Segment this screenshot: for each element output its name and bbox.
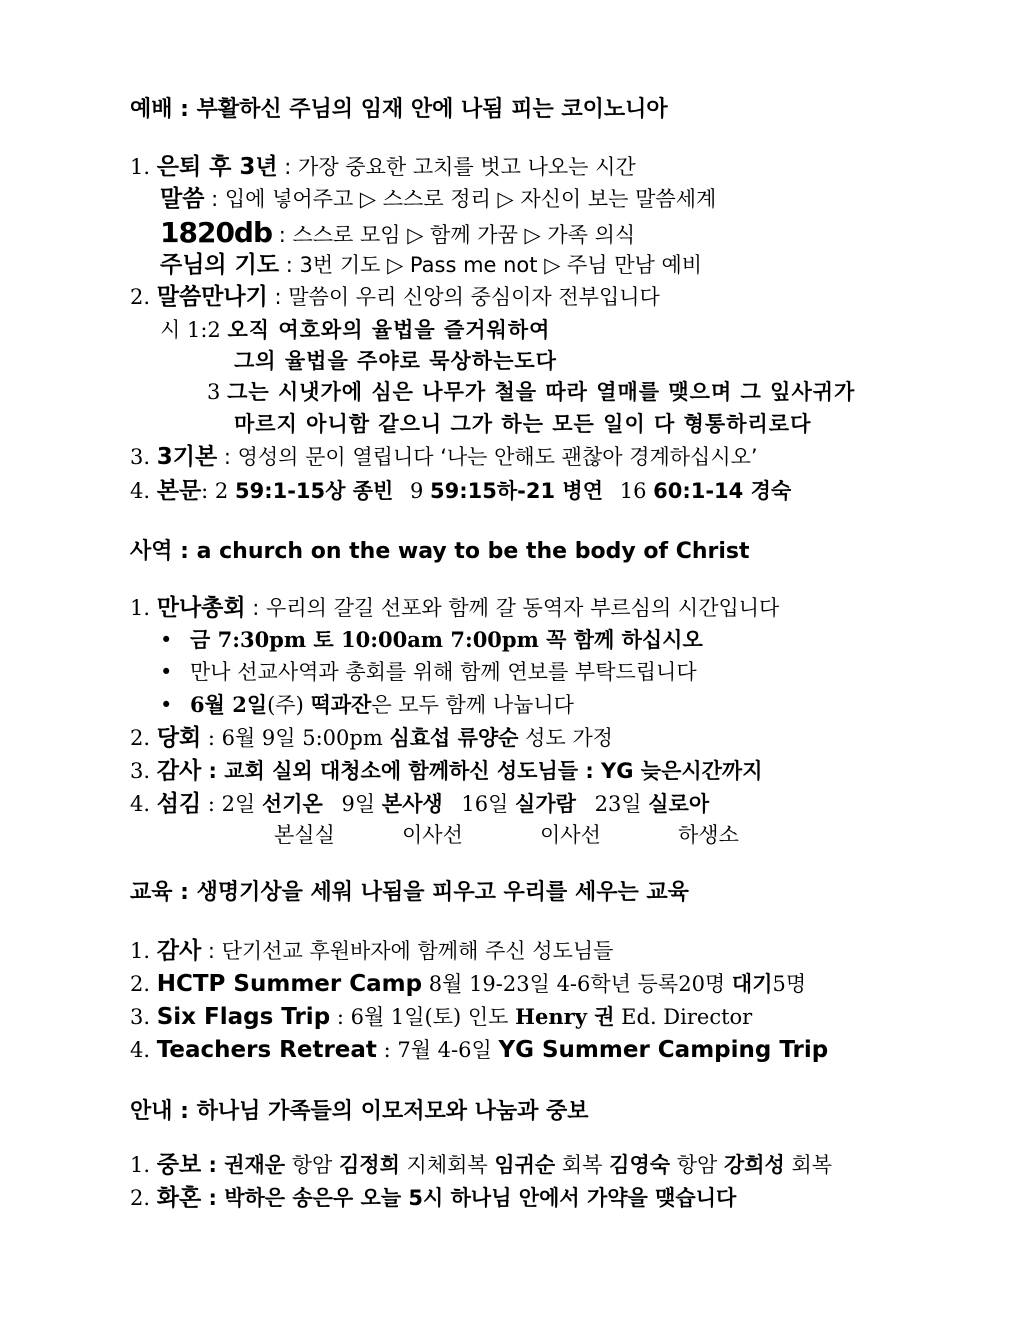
item-title: 중보 bbox=[156, 1152, 202, 1178]
notice-item-2 bbox=[130, 1187, 736, 1210]
item-title: 당회 bbox=[156, 725, 202, 751]
education-item-4 bbox=[130, 1039, 828, 1062]
bullet-text: 금 7:30pm 토 10:00am 7:00pm 꼭 함께 하십시오 bbox=[190, 627, 703, 652]
server-sub-1: 본실실 bbox=[274, 823, 335, 847]
item-number: 2. bbox=[130, 972, 151, 996]
worship-heading: 예배 : 부활하신 주님의 임재 안에 나됨 피는 코이노니아 bbox=[130, 97, 668, 122]
item-text: : 7월 4-6일 bbox=[376, 1038, 499, 1062]
item-bold: Henry 권 bbox=[515, 1004, 615, 1029]
education-item-1 bbox=[130, 940, 613, 963]
item-text: : 교회 실외 대청소에 함께하신 성도님들 : YG 늦은시간까지 bbox=[201, 759, 763, 783]
item-number: 4. bbox=[130, 792, 151, 816]
ministry-item-3 bbox=[130, 760, 763, 783]
item-title: 화혼 bbox=[156, 1185, 202, 1211]
text-part: : 2 bbox=[201, 479, 235, 503]
ministry-heading: 사역 : a church on the way to be the body of Christ bbox=[130, 539, 750, 564]
server-sub-2: 이사선 bbox=[402, 823, 463, 847]
sub-text: : 3번 기도 ▷ Pass me not ▷ 주님 만남 예비 bbox=[279, 253, 703, 277]
server-sub-4: 하생소 bbox=[678, 823, 739, 847]
server-2: 본사생 bbox=[381, 792, 443, 816]
notice-heading: 안내 : 하나님 가족들의 이모저모와 나눔과 중보 bbox=[130, 1099, 589, 1124]
verse-text: 그는 시냇가에 심은 나무가 철을 따라 열매를 맺으며 그 잎사귀가 bbox=[227, 379, 856, 404]
reading-2: 59:15하-21 병연 bbox=[430, 479, 604, 503]
date-4: 23일 bbox=[594, 792, 649, 816]
text-part: 9 bbox=[410, 479, 431, 503]
item-text: : 6월 9일 5:00pm bbox=[201, 726, 390, 750]
sub-label: 말씀 bbox=[160, 186, 205, 212]
item-title: 3기본 bbox=[156, 444, 218, 470]
sub-text: : 입에 넣어주고 ▷ 스스로 정리 ▷ 자신이 보는 말씀세계 bbox=[204, 187, 717, 211]
ministry-item-4 bbox=[130, 793, 709, 816]
server-1: 선기온 bbox=[261, 792, 323, 816]
item-text: : 영성의 문이 열립니다 ‘나는 안해도 괜찮아 경계하십시오’ bbox=[217, 445, 758, 469]
item-text: 성도 가정 bbox=[518, 726, 613, 750]
bullet-icon: • bbox=[160, 693, 173, 717]
item-title: 은퇴 후 3년 bbox=[156, 154, 278, 180]
worship-item-4 bbox=[130, 479, 791, 502]
item-text: Ed. Director bbox=[614, 1005, 753, 1029]
worship-item-1 bbox=[130, 156, 636, 179]
prayer-note-5: 회복 bbox=[784, 1153, 833, 1177]
bullet-text: (주) bbox=[267, 693, 311, 717]
item-number: 2. bbox=[130, 726, 151, 750]
ministry-bullet-1 bbox=[160, 629, 703, 651]
item-title: 말씀만나기 bbox=[156, 284, 268, 310]
worship-item-3 bbox=[130, 446, 758, 469]
prayer-name-4: 김영숙 bbox=[609, 1153, 671, 1177]
item-text: : 6월 1일(토) 인도 bbox=[330, 1005, 516, 1029]
item-text: : 가장 중요한 고치를 벗고 나오는 시간 bbox=[277, 155, 636, 179]
bullet-icon: • bbox=[160, 660, 173, 684]
scripture-line-4: 마르지 아니함 같으니 그가 하는 모든 일이 다 형통하리로다 bbox=[234, 411, 812, 436]
prayer-note-2: 지체회복 bbox=[399, 1153, 495, 1177]
ministry-bullet-3 bbox=[160, 694, 574, 716]
prayer-note-3: 회복 bbox=[555, 1153, 610, 1177]
item-number: 1. bbox=[130, 596, 151, 620]
worship-item-1-sub-2 bbox=[160, 216, 636, 249]
worship-item-1-sub-1 bbox=[160, 188, 716, 211]
item-text: : 단기선교 후원바자에 함께해 주신 성도님들 bbox=[201, 939, 614, 963]
sub-text: : 스스로 모임 ▷ 함께 가꿈 ▷ 가족 의식 bbox=[272, 223, 636, 247]
prayer-name-2: 김정희 bbox=[339, 1153, 400, 1177]
education-heading: 교육 : 생명기상을 세워 나됨을 피우고 우리를 세우는 교육 bbox=[130, 880, 689, 905]
item-number: 1. bbox=[130, 155, 151, 179]
item-text: : 말씀이 우리 신앙의 중심이자 전부입니다 bbox=[267, 285, 660, 309]
scripture-reference: 시 1:2 bbox=[160, 318, 221, 342]
date-3: 16일 bbox=[461, 792, 516, 816]
item-title: HCTP Summer Camp bbox=[156, 971, 423, 997]
date-2: 9일 bbox=[341, 792, 382, 816]
item-number: 1. bbox=[130, 1153, 151, 1177]
prayer-name-1: 권재운 bbox=[224, 1153, 286, 1177]
item-text: 5명 bbox=[772, 972, 807, 996]
item-bold: 대기 bbox=[731, 972, 773, 996]
item-text: 8월 19-23일 4-6학년 등록20명 bbox=[422, 972, 732, 996]
item-title: Teachers Retreat bbox=[156, 1037, 377, 1063]
date-1: : 2일 bbox=[201, 792, 262, 816]
reading-3: 60:1-14 경숙 bbox=[653, 479, 792, 503]
prayer-note-1: 항암 bbox=[285, 1153, 339, 1177]
server-sub-3: 이사선 bbox=[540, 823, 601, 847]
verse-number: 3 bbox=[207, 380, 221, 404]
server-3: 실가람 bbox=[515, 792, 576, 816]
item-title: Six Flags Trip bbox=[156, 1004, 331, 1030]
ministry-bullet-2 bbox=[160, 662, 697, 683]
item-number: 4. bbox=[130, 1038, 151, 1062]
ministry-item-2 bbox=[130, 727, 613, 750]
item-title: 감사 bbox=[156, 938, 202, 964]
reading-1: 59:1-15상 종빈 bbox=[234, 479, 394, 503]
item-number: 3. bbox=[130, 445, 151, 469]
item-text: : 박하은 송은우 오늘 5시 하나님 안에서 가약을 맺습니다 bbox=[201, 1186, 737, 1210]
bullet-bold: 6월 2일 bbox=[190, 692, 268, 717]
notice-item-1 bbox=[130, 1154, 832, 1177]
item-number: 4. bbox=[130, 479, 151, 503]
item-title: 감사 bbox=[156, 758, 202, 784]
separator: : bbox=[201, 1153, 225, 1177]
bullet-text: 은 모두 함께 나눕니다 bbox=[371, 693, 574, 717]
worship-item-1-sub-3 bbox=[160, 254, 702, 277]
bullet-icon: • bbox=[160, 628, 173, 652]
prayer-name-3: 임귀순 bbox=[494, 1153, 556, 1177]
item-title: 본문 bbox=[156, 477, 202, 504]
sub-label: 주님의 기도 bbox=[160, 252, 280, 278]
item-number: 3. bbox=[130, 1005, 151, 1029]
scripture-line-3 bbox=[207, 381, 855, 403]
item-number: 2. bbox=[130, 1186, 151, 1210]
ministry-item-1 bbox=[130, 596, 779, 619]
verse-text: 오직 여호와의 율법을 즐거워하여 bbox=[227, 317, 551, 342]
scripture-line-1 bbox=[160, 319, 550, 341]
worship-item-2 bbox=[130, 286, 660, 309]
sub-label-logo: 1820db bbox=[160, 216, 273, 249]
prayer-name-5: 강희성 bbox=[723, 1153, 785, 1177]
bullet-bold: 떡과잔 bbox=[310, 693, 372, 717]
education-item-3 bbox=[130, 1006, 752, 1029]
server-4: 실로아 bbox=[648, 792, 710, 816]
item-bold: YG Summer Camping Trip bbox=[498, 1037, 829, 1063]
text-part: 16 bbox=[619, 479, 654, 503]
education-item-2 bbox=[130, 973, 806, 996]
item-names: 심효섭 류양순 bbox=[389, 726, 519, 750]
prayer-note-4: 항암 bbox=[670, 1153, 724, 1177]
item-title: 섬김 bbox=[156, 791, 202, 817]
item-number: 2. bbox=[130, 285, 151, 309]
item-title: 만나총회 bbox=[156, 594, 246, 621]
scripture-line-2: 그의 율법을 주야로 묵상하는도다 bbox=[234, 348, 557, 373]
bullet-text: 만나 선교사역과 총회를 위해 함께 연보를 부탁드립니다 bbox=[190, 660, 697, 684]
item-number: 3. bbox=[130, 759, 151, 783]
item-text: : 우리의 갈길 선포와 함께 갈 동역자 부르심의 시간입니다 bbox=[245, 596, 780, 620]
item-number: 1. bbox=[130, 939, 151, 963]
